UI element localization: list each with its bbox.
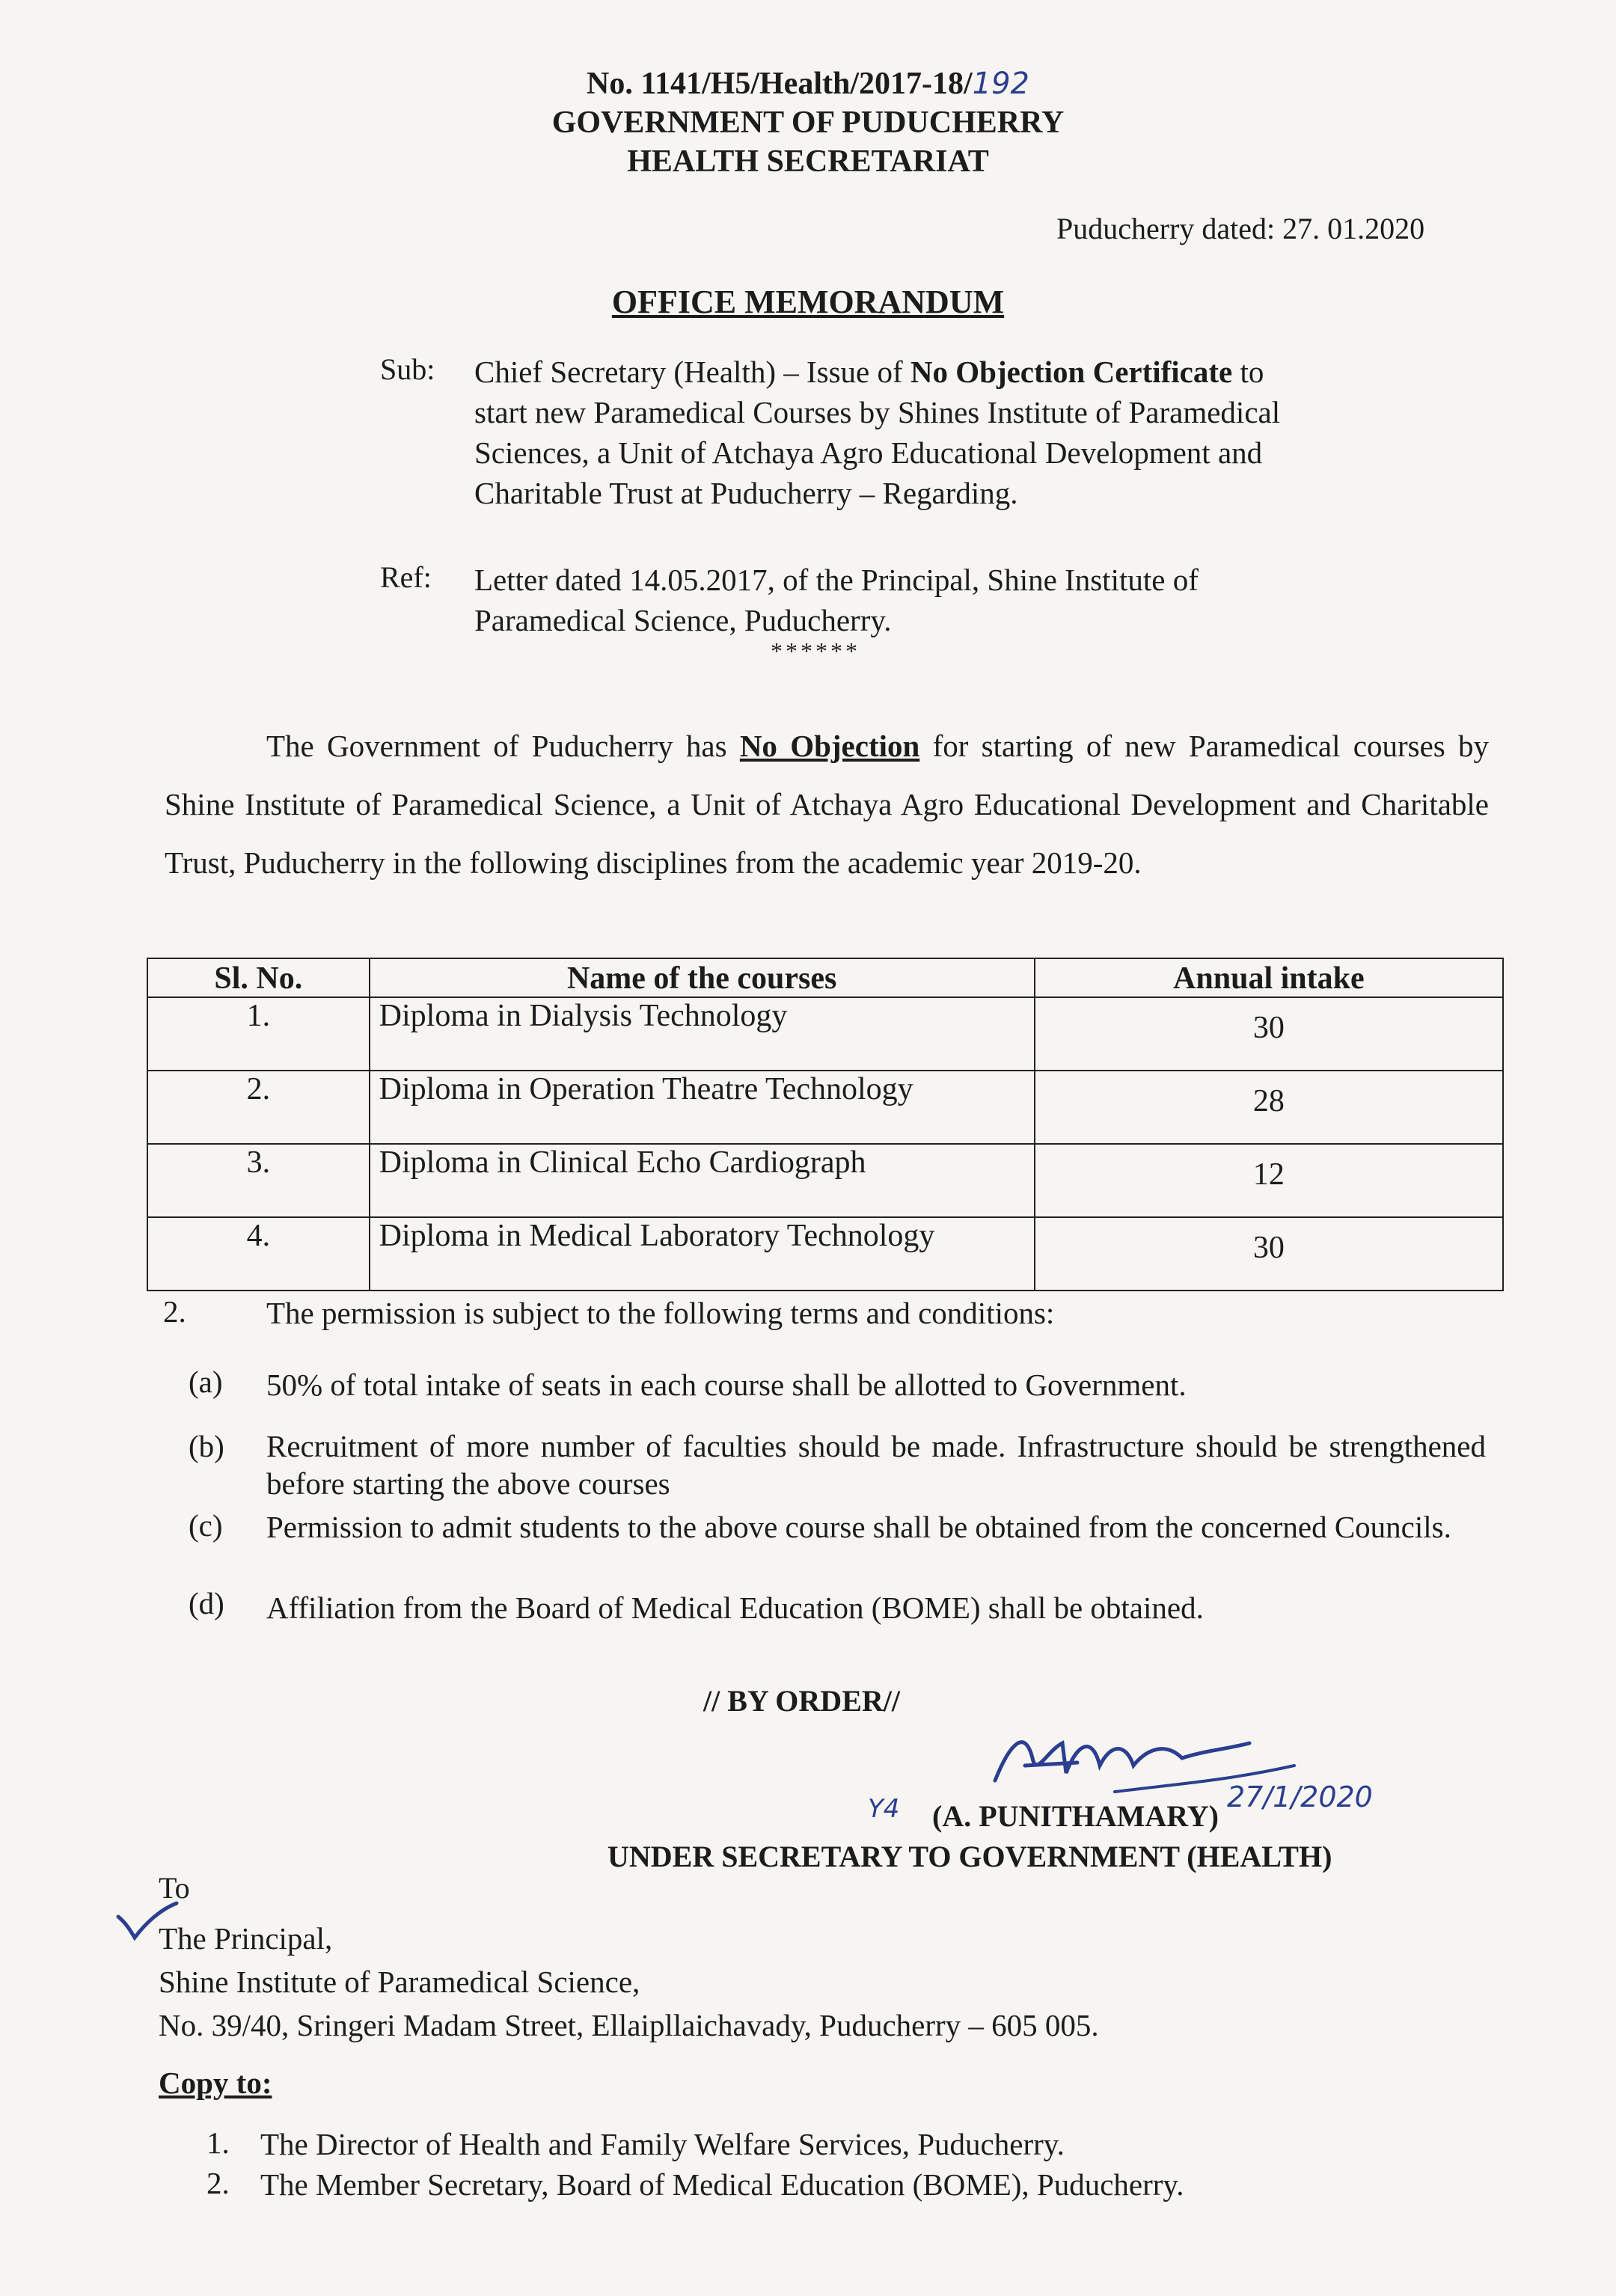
condition-label: (c) [189, 1508, 223, 1543]
cell-course-name: Diploma in Clinical Echo Cardiograph [370, 1144, 1035, 1217]
table-row [147, 997, 1503, 1071]
condition-label: (a) [189, 1365, 223, 1399]
separator: ****** [771, 637, 860, 664]
subject-line-2: start new Paramedical Courses by Shines Institute of Paramedical [474, 395, 1281, 429]
reference-label: Ref: [380, 560, 432, 594]
subject-line-4: Charitable Trust at Puducherry – Regarding. [474, 476, 1018, 510]
courses-table [147, 958, 1504, 1291]
by-order: // BY ORDER// [703, 1684, 900, 1718]
cell-intake: 30 [1035, 1217, 1503, 1291]
conditions-intro: The permission is subject to the following terms and conditions: [266, 1296, 1055, 1330]
header-sl-no: Sl. No. [147, 958, 370, 997]
condition-label: (d) [189, 1586, 224, 1620]
table-header-row [147, 958, 1503, 997]
table-row [147, 1144, 1503, 1217]
reference-line-2: Paramedical Science, Puducherry. [474, 603, 892, 637]
condition-text: Affiliation from the Board of Medical Education (BOME) shall be obtained. [266, 1591, 1204, 1625]
condition-text: Recruitment of more number of faculties should be made. Infrastructure should be strengthened before starting the above courses [266, 1429, 1486, 1501]
cell-intake: 30 [1035, 997, 1503, 1071]
body-emphasis: No Objection [739, 729, 920, 763]
subject-label: Sub: [380, 352, 435, 386]
subject-emphasis: No Objection Certificate [910, 355, 1233, 389]
date-line: Puducherry dated: 27. 01.2020 [1056, 212, 1425, 245]
recipient-line-1: The Principal, [159, 1921, 333, 1956]
recipient-line-2: Shine Institute of Paramedical Science, [159, 1965, 640, 1999]
header-course-name: Name of the courses [370, 958, 1035, 997]
copy-to-item: The Member Secretary, Board of Medical Education (BOME), Puducherry. [260, 2167, 1184, 2202]
copy-to-num: 2. [206, 2166, 230, 2200]
cell-sl-no: 1. [147, 997, 370, 1071]
page-title: OFFICE MEMORANDUM [611, 284, 1005, 320]
cell-course-name: Diploma in Operation Theatre Technology [370, 1071, 1035, 1144]
to-label: To [159, 1871, 190, 1905]
handwritten-initial: Y4 [868, 1794, 900, 1824]
department-title: HEALTH SECRETARIAT [627, 144, 989, 179]
condition-text: 50% of total intake of seats in each course shall be allotted to Government. [266, 1368, 1187, 1402]
conditions-number: 2. [163, 1294, 186, 1329]
cell-intake: 12 [1035, 1144, 1503, 1217]
body-paragraph [165, 717, 1489, 892]
subject-text [474, 352, 1402, 513]
subject-line-1b: to [1232, 355, 1264, 389]
body-text-start: The Government of Puducherry has [266, 729, 740, 763]
cell-course-name: Diploma in Medical Laboratory Technology [370, 1217, 1035, 1291]
handwritten-number: 192 [972, 67, 1030, 101]
condition-label: (b) [189, 1429, 224, 1463]
subject-line-3: Sciences, a Unit of Atchaya Agro Educational Development and [474, 435, 1263, 470]
signatory-designation: UNDER SECRETARY TO GOVERNMENT (HEALTH) [607, 1840, 1332, 1873]
file-number [0, 66, 1616, 102]
cell-course-name: Diploma in Dialysis Technology [370, 997, 1035, 1071]
signatory-name: (A. PUNITHAMARY) [932, 1799, 1219, 1833]
cell-sl-no: 3. [147, 1144, 370, 1217]
table-row [147, 1071, 1503, 1144]
government-title: GOVERNMENT OF PUDUCHERRY [551, 105, 1065, 140]
condition-text: Permission to admit students to the above course shall be obtained from the concerned Councils. [266, 1510, 1451, 1544]
copy-to-item: The Director of Health and Family Welfare Services, Puducherry. [260, 2127, 1065, 2161]
reference-line-1: Letter dated 14.05.2017, of the Principal, Shine Institute of [474, 563, 1199, 597]
cell-sl-no: 2. [147, 1071, 370, 1144]
table-row [147, 1217, 1503, 1291]
recipient-line-3: No. 39/40, Sringeri Madam Street, Ellaipllaichavady, Puducherry – 605 005. [159, 2008, 1099, 2042]
cell-sl-no: 4. [147, 1217, 370, 1291]
file-number-text: No. 1141/H5/Health/2017-18/ [586, 67, 973, 101]
cell-intake: 28 [1035, 1071, 1503, 1144]
subject-line-1a: Chief Secretary (Health) – Issue of [474, 355, 910, 389]
body-text-end: for starting of new Paramedical courses by Shine Institute of Paramedical Science, a Unit of Atchaya Agro Educational Development and Charitable Trust, Puducherry in the following disciplines from the academic year 2019-20. [165, 729, 1489, 880]
handwritten-date: 27/1/2020 [1227, 1781, 1373, 1813]
reference-text [474, 560, 1402, 640]
copy-to-label: Copy to: [159, 2066, 272, 2100]
copy-to-num: 1. [206, 2125, 230, 2160]
recipient-address [159, 1917, 1099, 2047]
header-annual-intake: Annual intake [1035, 958, 1503, 997]
